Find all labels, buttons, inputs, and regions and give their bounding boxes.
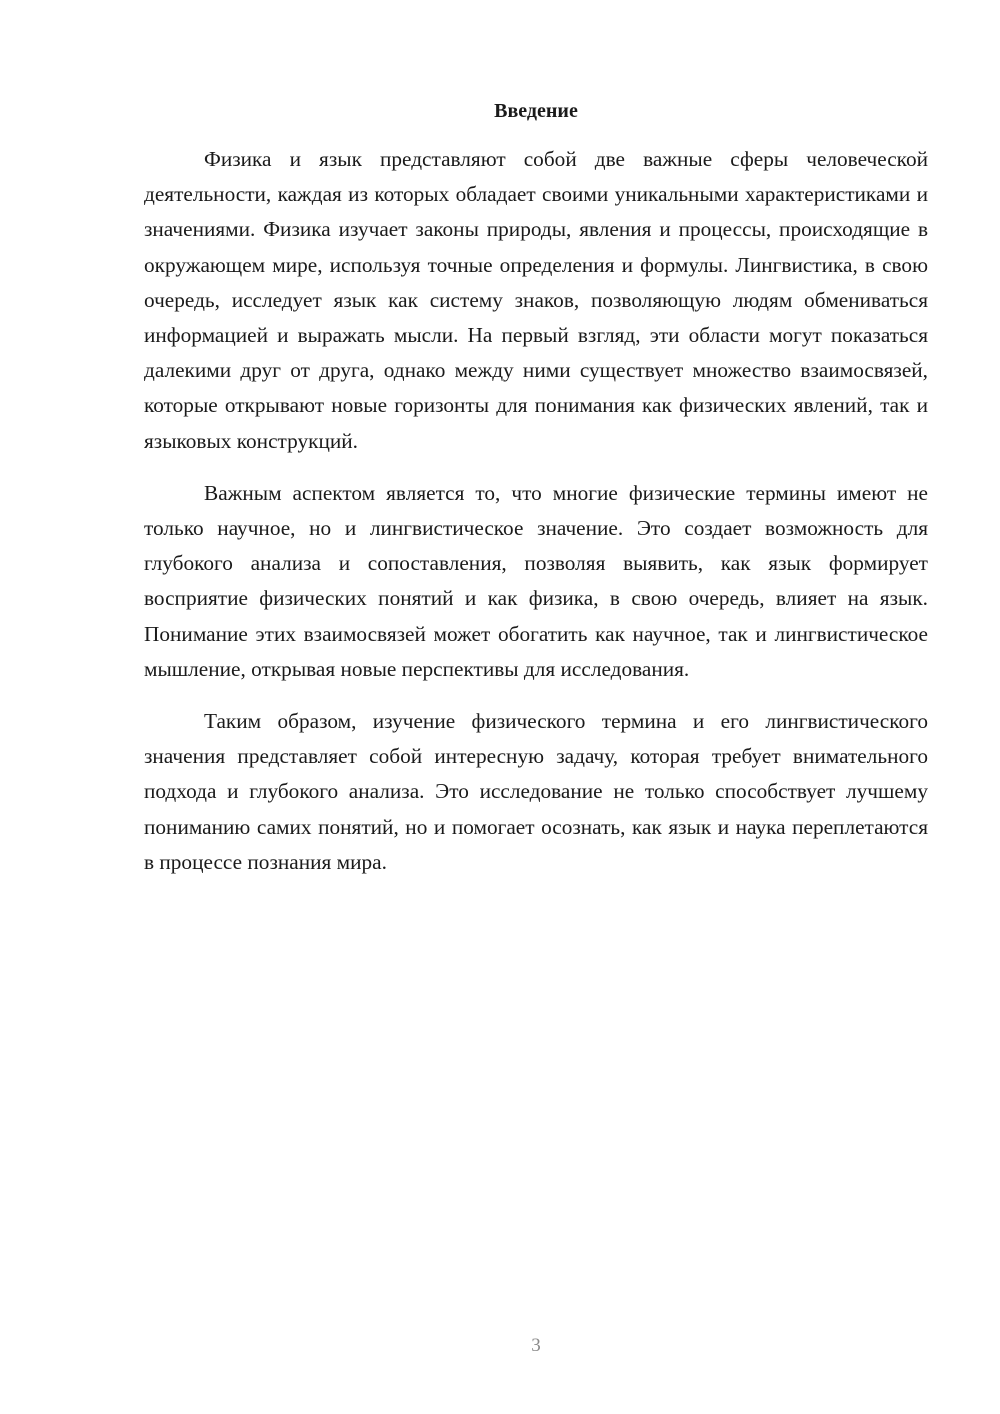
section-heading: Введение [494, 100, 578, 122]
body-text [144, 142, 928, 897]
paragraph-1: Физика и язык представляют собой две важные сферы человеческой деятельности, каждая из которых обладает своими уникальными характеристиками и значениями. Физика изучает законы природы, явления и процессы, происходящие в окружающем мире, используя точные определения и формулы. Лингвистика, в свою очередь, исследует язык как систему знаков, позволяющую людям обмениваться информацией и выражать мысли. На первый взгляд, эти области могут показаться далекими друг от друга, однако между ними существует множество взаимосвязей, которые открывают новые горизонты для понимания как физических явлений, так и языковых конструкций. [144, 147, 928, 453]
paragraph-3: Таким образом, изучение физического термина и его лингвистического значения представляет собой интересную задачу, которая требует внимательного подхода и глубокого анализа. Это исследование не только способствует лучшему пониманию самих понятий, но и помогает осознать, как язык и наука переплетаются в процессе познания мира. [144, 709, 928, 874]
paragraph-2: Важным аспектом является то, что многие физические термины имеют не только научное, но и лингвистическое значение. Это создает возможность для глубокого анализа и сопоставления, позволяя выявить, как язык формирует восприятие физических понятий и как физика, в свою очередь, влияет на язык. Понимание этих взаимосвязей может обогатить как научное, так и лингвистическое мышление, открывая новые перспективы для исследования. [144, 480, 928, 681]
page-number: 3 [531, 1335, 541, 1356]
